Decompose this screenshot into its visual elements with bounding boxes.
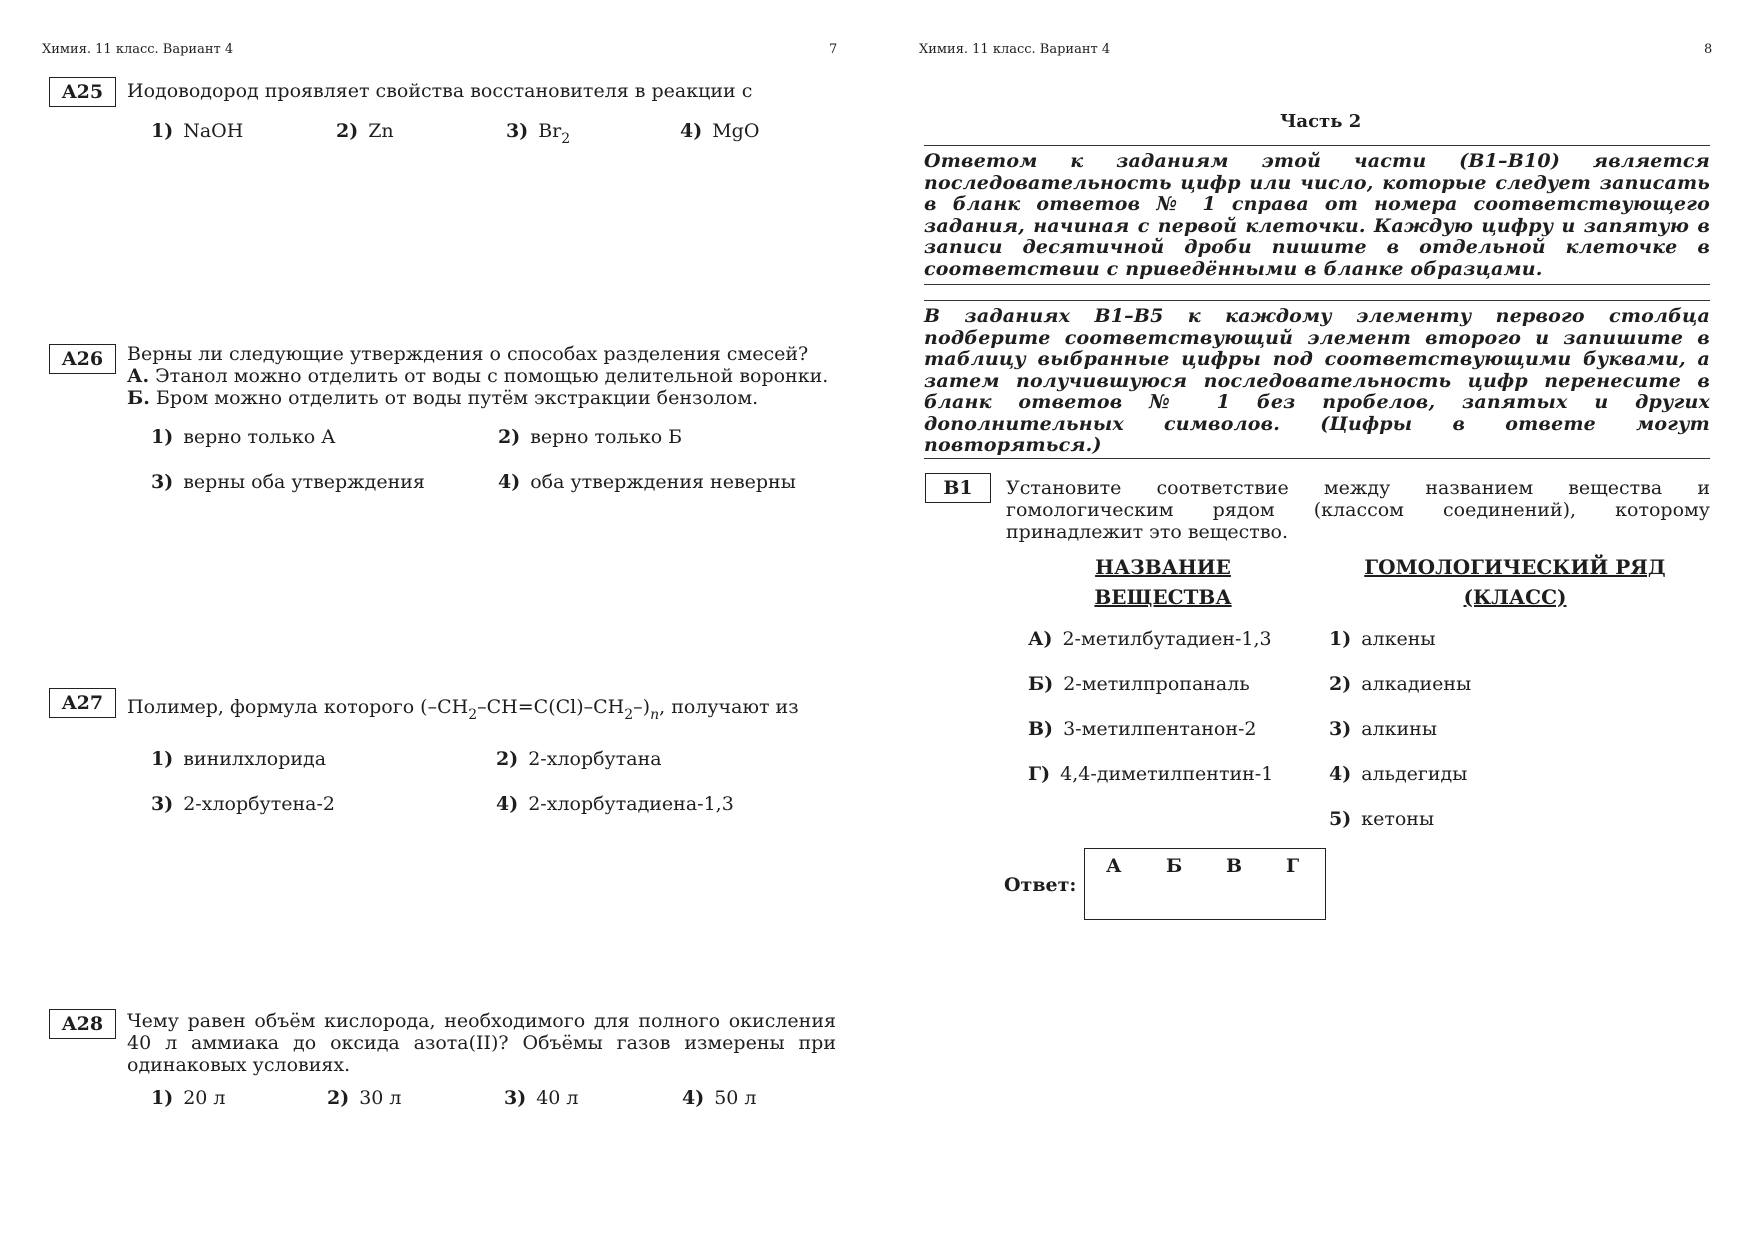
match-right-item: 3) алкины	[1329, 718, 1437, 740]
instruction-block-2: В заданиях В1–В5 к каждому элементу первого столбца подберите соответствующий элемент второго и запишите в таблицу выбранные цифры под соответствующими буквами, а затем получившуюся последовательность цифр перенесите в бланк ответов № 1 без пробелов, запятых и других дополнительных символов. (Цифры в ответе могут повторяться.)	[924, 305, 1710, 456]
divider	[924, 284, 1710, 285]
match-right-item: 2) алкадиены	[1329, 673, 1472, 695]
answer-option[interactable]: 1) винилхлорида	[151, 748, 327, 770]
left-header-title: Химия. 11 класс. Вариант 4	[42, 42, 234, 57]
question-text: Полимер, формула которого $(-CH_2-CH=C(Cl)-CH_2-)_n$, получают из	[127, 696, 799, 723]
question-number-box: A25	[49, 77, 116, 107]
match-right-item: 1) алкены	[1329, 628, 1436, 650]
answer-option[interactable]: 2) 2-хлорбутана	[496, 748, 662, 770]
answer-option[interactable]: 2) верно только Б	[498, 426, 683, 448]
answer-option[interactable]: 4) 50 л	[682, 1087, 757, 1109]
divider	[924, 145, 1710, 146]
divider	[924, 300, 1710, 301]
answer-option[interactable]: 3) верны оба утверждения	[151, 471, 425, 493]
answer-option[interactable]: 1) верно только А	[151, 426, 336, 448]
answer-option[interactable]: 1) 20 л	[151, 1087, 226, 1109]
instruction-block-1: Ответом к заданиям этой части (В1–В10) является последовательность цифр или число, которые следует записать в бланк ответов № 1 справа от номера соответствующего задания, начиная с первой клеточки. Каждую цифру и запятую в записи десятичной дроби пишите в отдельной клеточке в соответствии с приведёнными в бланке образцами.	[924, 150, 1710, 280]
answer-option[interactable]: 3) $Br_2$	[506, 120, 571, 147]
answer-option[interactable]: 2) 30 л	[327, 1087, 402, 1109]
statement-b: Б. Бром можно отделить от воды путём экстракции бензолом.	[127, 387, 759, 409]
right-header-title: Химия. 11 класс. Вариант 4	[919, 42, 1111, 57]
column-header-class: ГОМОЛОГИЧЕСКИЙ РЯД (КЛАСС)	[1364, 555, 1666, 609]
answer-option[interactable]: 4) оба утверждения неверны	[498, 471, 796, 493]
question-number-box: A28	[49, 1009, 116, 1039]
divider	[924, 458, 1710, 459]
answer-letter: Б	[1166, 855, 1183, 877]
question-text: Иодоводород проявляет свойства восстановителя в реакции с	[127, 80, 753, 102]
match-right-item: 4) альдегиды	[1329, 763, 1468, 785]
answer-option[interactable]: 4) 2-хлорбутадиена-1,3	[496, 793, 734, 815]
answer-letter: Г	[1286, 855, 1300, 877]
question-text: Установите соответствие между названием вещества и гомологическим рядом (классом соединений), которому принадлежит это вещество.	[1006, 477, 1710, 543]
left-page-number: 7	[829, 42, 838, 57]
answer-option[interactable]: 4) MgO	[680, 120, 760, 142]
answer-option[interactable]: 2) Zn	[336, 120, 394, 142]
question-text: Чему равен объём кислорода, необходимого для полного окисления 40 л аммиака до оксида азота(II)? Объёмы газов измерены при одинаковых условиях.	[127, 1010, 836, 1076]
part-title: Часть 2	[1280, 111, 1362, 132]
answer-option[interactable]: 3) 40 л	[504, 1087, 579, 1109]
answer-option[interactable]: 3) 2-хлорбутена-2	[151, 793, 335, 815]
answer-box[interactable]	[1084, 848, 1326, 920]
statement-a: А. Этанол можно отделить от воды с помощью делительной воронки.	[127, 365, 829, 387]
match-left-item: Б) 2-метилпропаналь	[1028, 673, 1250, 695]
match-right-item: 5) кетоны	[1329, 808, 1435, 830]
question-number-box: В1	[925, 473, 991, 503]
column-header-substance: НАЗВАНИЕ ВЕЩЕСТВА	[1094, 555, 1232, 609]
question-text: Верны ли следующие утверждения о способах разделения смесей? А. Этанол можно отделить от воды с помощью делительной воронки. Б. Бром можно отделить от воды путём экстракции бензолом.	[127, 343, 847, 409]
match-left-item: А) 2-метилбутадиен-1,3	[1028, 628, 1272, 650]
match-left-item: Г) 4,4-диметилпентин-1	[1028, 763, 1274, 785]
answer-option[interactable]: 1) NaOH	[151, 120, 244, 142]
answer-label: Ответ:	[1004, 874, 1077, 896]
question-number-box: A27	[49, 688, 116, 718]
right-page-number: 8	[1704, 42, 1713, 57]
match-left-item: В) 3-метилпентанон-2	[1028, 718, 1257, 740]
question-number-box: A26	[49, 344, 116, 374]
answer-letter: А	[1106, 855, 1122, 877]
answer-letter: В	[1226, 855, 1243, 877]
